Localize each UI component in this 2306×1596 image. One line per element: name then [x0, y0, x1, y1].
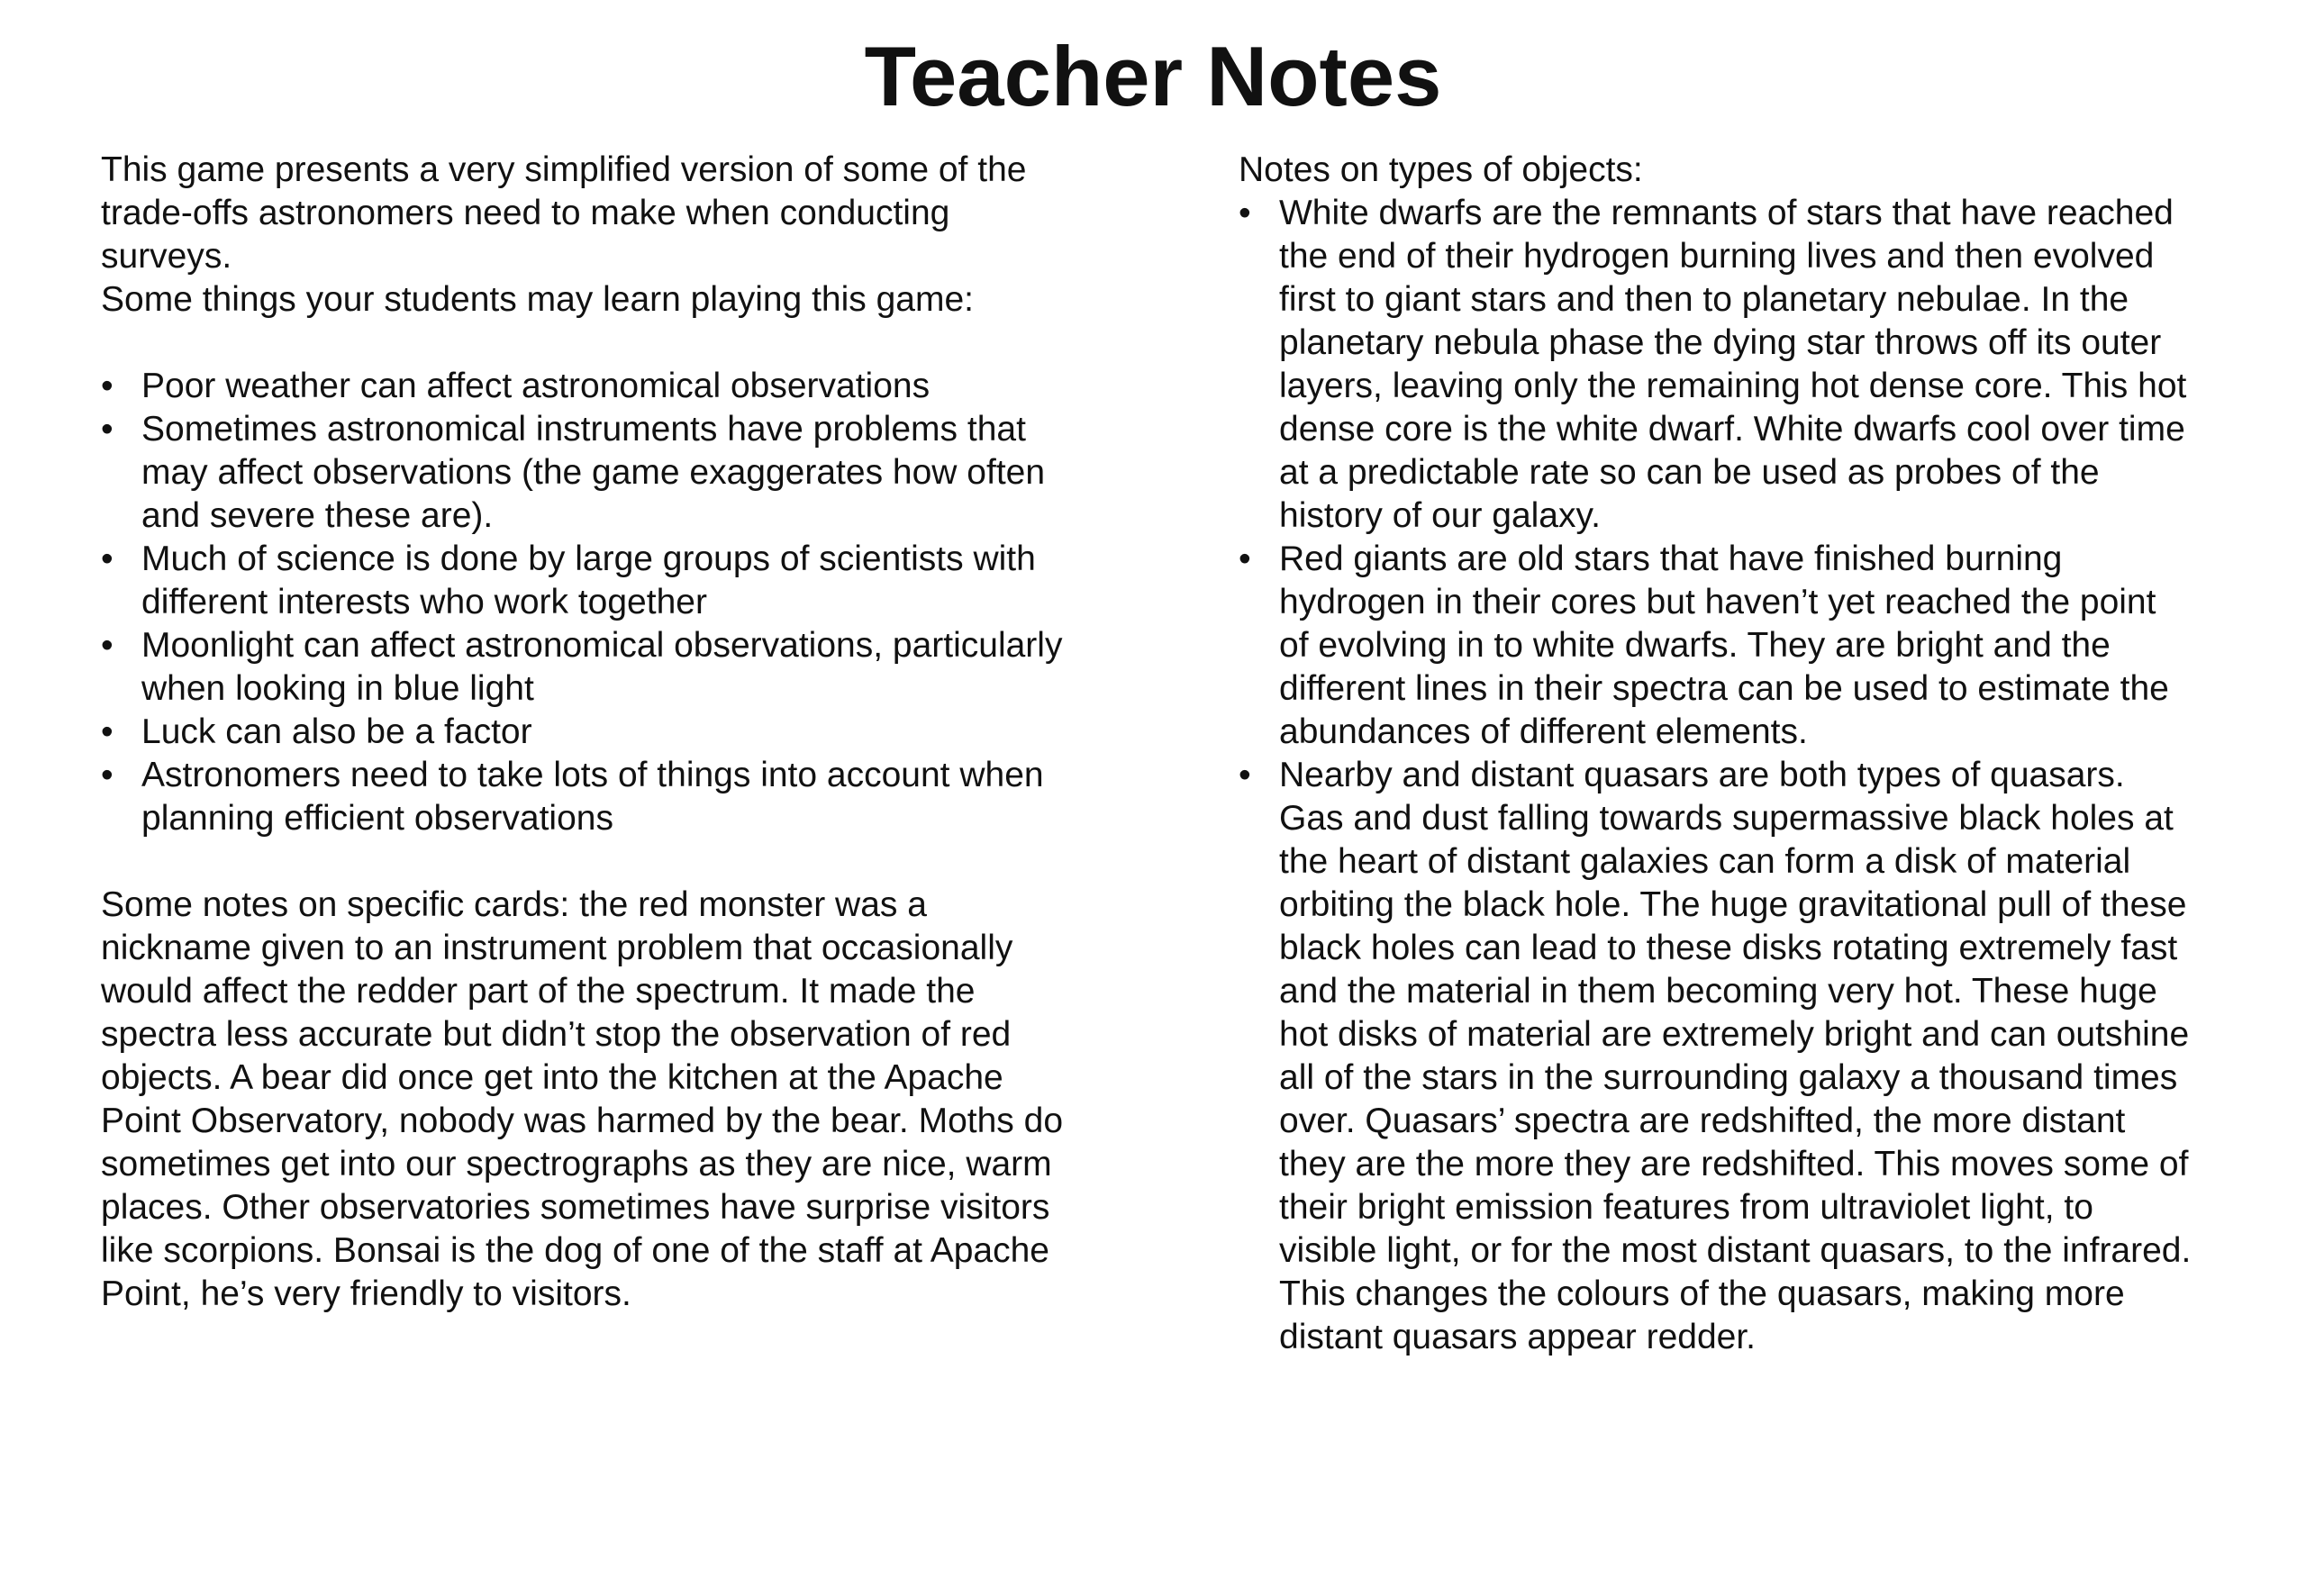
list-item — [1239, 754, 2193, 1359]
list-item-text: Nearby and distant quasars are both types of quasars. Gas and dust falling towards supermassive black holes at the heart of distant galaxies can form a disk of material orbiting the black hole. The huge gravitational pull of these black holes can lead to these disks rotating extremely fast and the material in them becoming very hot. These huge hot disks of material are extremely bright and can outshine all of the stars in the surrounding galaxy a thousand times over. Quasars’ spectra are redshifted, the more distant they are the more they are redshifted. This moves some of their bright emission features from ultraviolet light, to visible light, or for the most distant quasars, to the infrared. This changes the colours of the quasars, making more distant quasars appear redder. — [1279, 756, 2192, 1356]
intro-paragraph: This game presents a very simplified version of some of the trade-offs astronomers need to make when conducting surveys. — [101, 150, 1027, 276]
learnings-list — [101, 365, 1083, 840]
list-item — [101, 365, 1083, 408]
list-item-text: White dwarfs are the remnants of stars that have reached the end of their hydrogen burning lives and then evolved first to giant stars and then to planetary nebulae. In the planetary nebula phase the dying star throws off its outer layers, leaving only the remaining hot dense core. This hot dense core is the white dwarf. White dwarfs cool over time at a predictable rate so can be used as probes of the history of our galaxy. — [1279, 194, 2187, 535]
bullet-icon: • — [101, 756, 113, 794]
bullet-icon: • — [1239, 194, 1251, 232]
bullet-icon: • — [101, 540, 113, 578]
list-item-text: Poor weather can affect astronomical observations — [141, 367, 931, 405]
list-item-text: Astronomers need to take lots of things into account when planning efficient observations — [141, 756, 1044, 838]
spacer — [101, 322, 1083, 365]
bullet-icon: • — [1239, 540, 1251, 578]
objects-list — [1239, 192, 2193, 1359]
learnings-lead-in: Some things your students may learn playing this game: — [101, 280, 975, 319]
bullet-icon: • — [101, 410, 113, 449]
bullet-icon: • — [101, 712, 113, 751]
bullet-icon: • — [101, 367, 113, 405]
bullet-icon: • — [1239, 756, 1251, 794]
spacer — [101, 840, 1083, 884]
bullet-icon: • — [101, 626, 113, 665]
page-title: Teacher Notes — [864, 29, 1442, 123]
left-column — [101, 149, 1083, 1316]
list-item — [1239, 538, 2193, 754]
list-item-text: Red giants are old stars that have finished burning hydrogen in their cores but haven’t yet reached the point of evolving in to white dwarfs. They are bright and the different lines in their spectra can be used to estimate the abundances of different elements. — [1279, 540, 2169, 751]
list-item — [101, 538, 1083, 624]
list-item — [101, 408, 1083, 538]
list-item-text: Sometimes astronomical instruments have problems that may affect observations (the game exaggerates how often and severe these are). — [141, 410, 1046, 535]
right-column — [1239, 149, 2193, 1359]
list-item-text: Luck can also be a factor — [141, 712, 532, 751]
objects-heading: Notes on types of objects: — [1239, 150, 1643, 189]
list-item-text: Moonlight can affect astronomical observations, particularly when looking in blue light — [141, 626, 1063, 708]
cards-note-paragraph: Some notes on specific cards: the red monster was a nickname given to an instrument problem that occasionally would affect the redder part of the spectrum. It made the spectra less accurate but didn’t stop the observation of red objects. A bear did once get into the kitchen at the Apache Point Observatory, nobody was harmed by the bear. Moths do sometimes get into our spectrographs as they are nice, warm places. Other observatories sometimes have surprise visitors like scorpions. Bonsai is the dog of one of the staff at Apache Point, he’s very friendly to visitors. — [101, 885, 1064, 1313]
list-item — [1239, 192, 2193, 538]
list-item-text: Much of science is done by large groups of scientists with different interests who work together — [141, 540, 1036, 621]
list-item — [101, 624, 1083, 711]
list-item — [101, 754, 1083, 840]
list-item — [101, 711, 1083, 754]
